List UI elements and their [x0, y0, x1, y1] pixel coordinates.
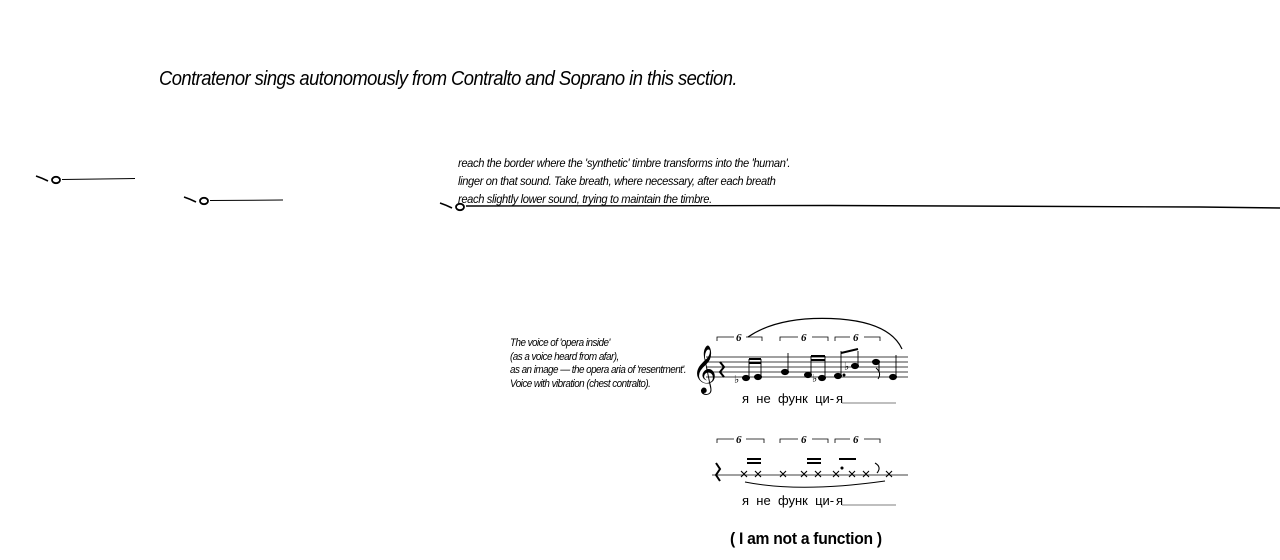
lyric-syllable: не [756, 391, 771, 406]
lyric-syllable: я [742, 493, 750, 508]
tuplet-number: 6 [801, 434, 807, 446]
upper-notes [734, 349, 897, 386]
rest-icon [716, 463, 720, 481]
lyric-syllable: я [836, 391, 844, 406]
voice-description [510, 337, 686, 391]
held-note-3 [440, 203, 1280, 210]
tuplet-number: 6 [853, 434, 859, 446]
description-line: (as a voice heard from afar), [510, 350, 619, 363]
section-note: Contratenor sings autonomously from Contralto and Soprano in this section. [159, 68, 737, 90]
lyric-syllable: функ [777, 493, 808, 508]
lyric-syllable: я [836, 493, 844, 508]
description-line: Voice with vibration (chest contralto). [510, 377, 651, 390]
treble-clef-icon: 𝄞 [692, 347, 717, 393]
svg-text:♭: ♭ [812, 373, 818, 385]
lyric-syllable: ци- [815, 391, 835, 406]
lyric-syllable: я [742, 391, 750, 406]
tuplet-number: 6 [736, 332, 742, 344]
slur [745, 481, 885, 487]
instruction-line: reach the border where the 'synthetic' timbre transforms into the 'human'. [458, 156, 791, 170]
svg-text:♭: ♭ [844, 361, 850, 373]
instruction-line: linger on that sound. Take breath, where necessary, after each breath [458, 174, 776, 188]
lower-notes [741, 459, 892, 477]
tuplet-number: 6 [853, 332, 859, 344]
music-notation [690, 315, 920, 515]
svg-text:♭: ♭ [734, 374, 740, 386]
description-line: The voice of 'opera inside' [510, 337, 610, 349]
lyric-syllable: ци- [815, 493, 835, 508]
held-note-1 [36, 176, 135, 183]
tuplet-number: 6 [801, 332, 807, 344]
lyric-syllable: не [756, 493, 771, 508]
held-note-2 [184, 197, 283, 204]
description-line: as an image — the opera aria of 'resentment'. [510, 364, 686, 376]
lyric-syllable: функ [777, 391, 808, 406]
rest-icon [720, 362, 724, 377]
instruction-line: reach slightly lower sound, trying to maintain the timbre. [458, 192, 712, 206]
lyric-upper [742, 391, 834, 406]
lyric-lower [742, 493, 834, 508]
tuplet-number: 6 [736, 434, 742, 446]
translation: ( I am not a function ) [730, 529, 882, 548]
slur [748, 318, 902, 349]
